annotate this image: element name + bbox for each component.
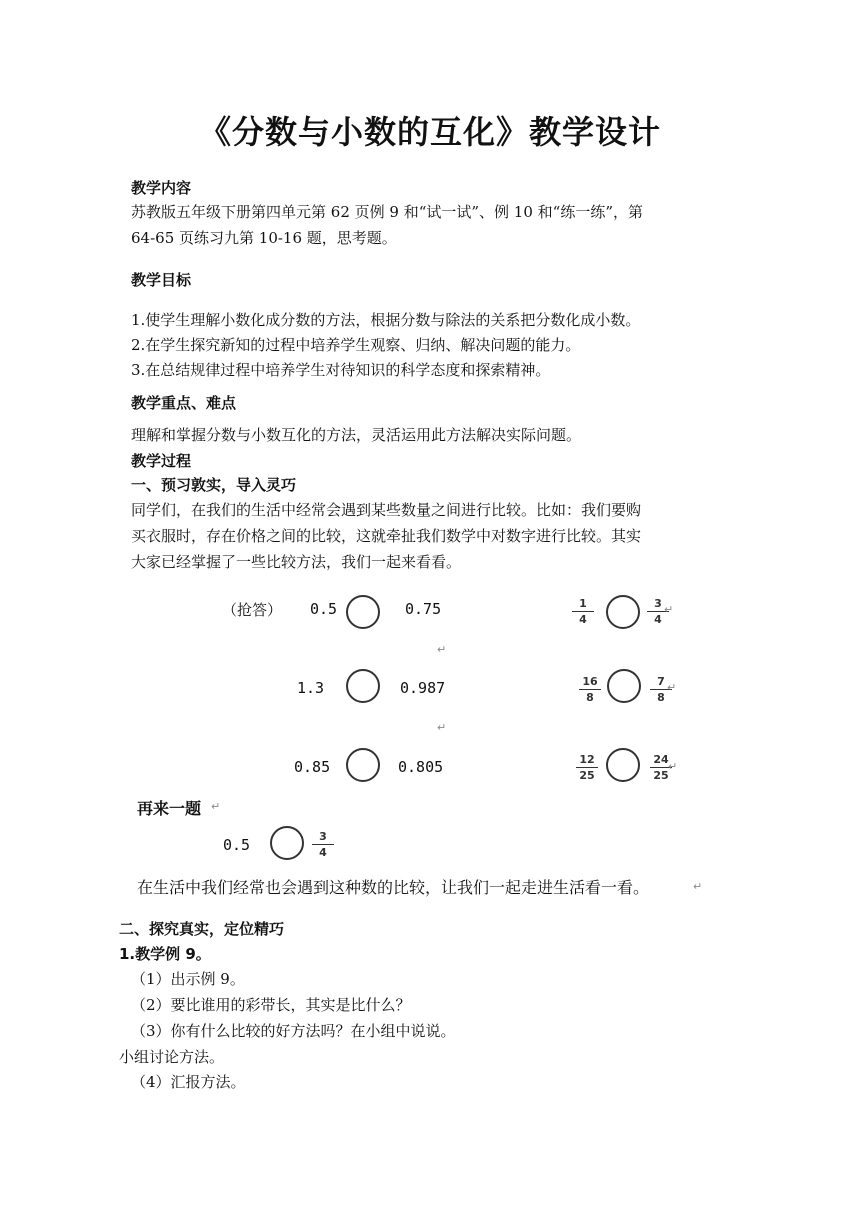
group-text: 小组讨论方法。 [119, 1048, 225, 1066]
section1-heading: 一、预习敦实，导入灵巧 [131, 476, 297, 494]
compare-circle[interactable] [346, 595, 380, 629]
fraction-right: $\frac{7}{8}$ [650, 675, 672, 704]
fraction-left: $\frac{12}{25}$ [576, 753, 598, 782]
compare-circle[interactable] [346, 669, 380, 703]
compare-circle[interactable] [607, 669, 641, 703]
again-decimal: 0.5 [223, 836, 251, 854]
section1-line: 买衣服时，存在价格之间的比较，这就牵扯我们数学中对数字进行比较。其实 [131, 527, 642, 545]
quick-answer-label: （抢答） [222, 601, 283, 619]
section1-line: 大家已经掌握了一些比较方法，我们一起来看看。 [131, 553, 462, 571]
page-title: 《分数与小数的互化》教学设计 [198, 113, 661, 151]
goal-item: 3.在总结规律过程中培养学生对待知识的科学态度和探索精神。 [131, 361, 551, 379]
again-heading: 再来一题 [137, 799, 202, 818]
compare-circle[interactable] [270, 826, 304, 860]
step-item: （2）要比谁用的彩带长，其实是比什么？ [131, 996, 411, 1014]
fraction-right: $\frac{24}{25}$ [650, 753, 672, 782]
return-mark: ↵ [693, 880, 703, 893]
goal-item: 2.在学生探究新知的过程中培养学生观察、归纳、解决问题的能力。 [131, 336, 581, 354]
decimal-right: 0.987 [400, 679, 446, 697]
fraction-left: $\frac{16}{8}$ [579, 675, 601, 704]
return-mark: ↵ [211, 800, 221, 813]
compare-circle[interactable] [606, 748, 640, 782]
decimal-left: 1.3 [297, 679, 325, 697]
return-mark: ↵ [437, 721, 447, 734]
example-heading: 1.教学例 9。 [119, 945, 211, 963]
return-mark: ↵ [667, 681, 677, 694]
goals-heading: 教学目标 [131, 271, 192, 289]
content-heading: 教学内容 [131, 179, 192, 197]
decimal-right: 0.805 [398, 758, 444, 776]
step-item: （3）你有什么比较的好方法吗？在小组中说说。 [131, 1022, 456, 1040]
section1-line: 同学们，在我们的生活中经常会遇到某些数量之间进行比较。比如：我们要购 [131, 501, 642, 519]
return-mark: ↵ [437, 643, 447, 656]
return-mark: ↵ [668, 760, 678, 773]
fraction-right: $\frac{3}{4}$ [647, 597, 669, 626]
decimal-left: 0.5 [310, 600, 338, 618]
content-line-2: 64-65 页练习九第 10-16 题，思考题。 [131, 229, 397, 247]
process-heading: 教学过程 [131, 452, 192, 470]
step-item: （1）出示例 9。 [131, 970, 245, 988]
key-text: 理解和掌握分数与小数互化的方法，灵活运用此方法解决实际问题。 [131, 426, 582, 444]
goal-item: 1.使学生理解小数化成分数的方法，根据分数与除法的关系把分数化成小数。 [131, 311, 641, 329]
life-text: 在生活中我们经常也会遇到这种数的比较，让我们一起走进生活看一看。 [137, 878, 650, 897]
decimal-left: 0.85 [294, 758, 331, 776]
section2-heading: 二、探究真实，定位精巧 [119, 920, 285, 938]
compare-circle[interactable] [606, 595, 640, 629]
compare-circle[interactable] [346, 748, 380, 782]
key-heading: 教学重点、难点 [131, 394, 237, 412]
step-item: （4）汇报方法。 [131, 1073, 246, 1091]
decimal-right: 0.75 [405, 600, 442, 618]
return-mark: ↵ [664, 603, 674, 616]
content-line-1: 苏教版五年级下册第四单元第 62 页例 9 和“试一试”、例 10 和“练一练”，第 [131, 203, 644, 221]
fraction-left: $\frac{1}{4}$ [572, 597, 594, 626]
again-fraction: $\frac{3}{4}$ [312, 830, 334, 859]
